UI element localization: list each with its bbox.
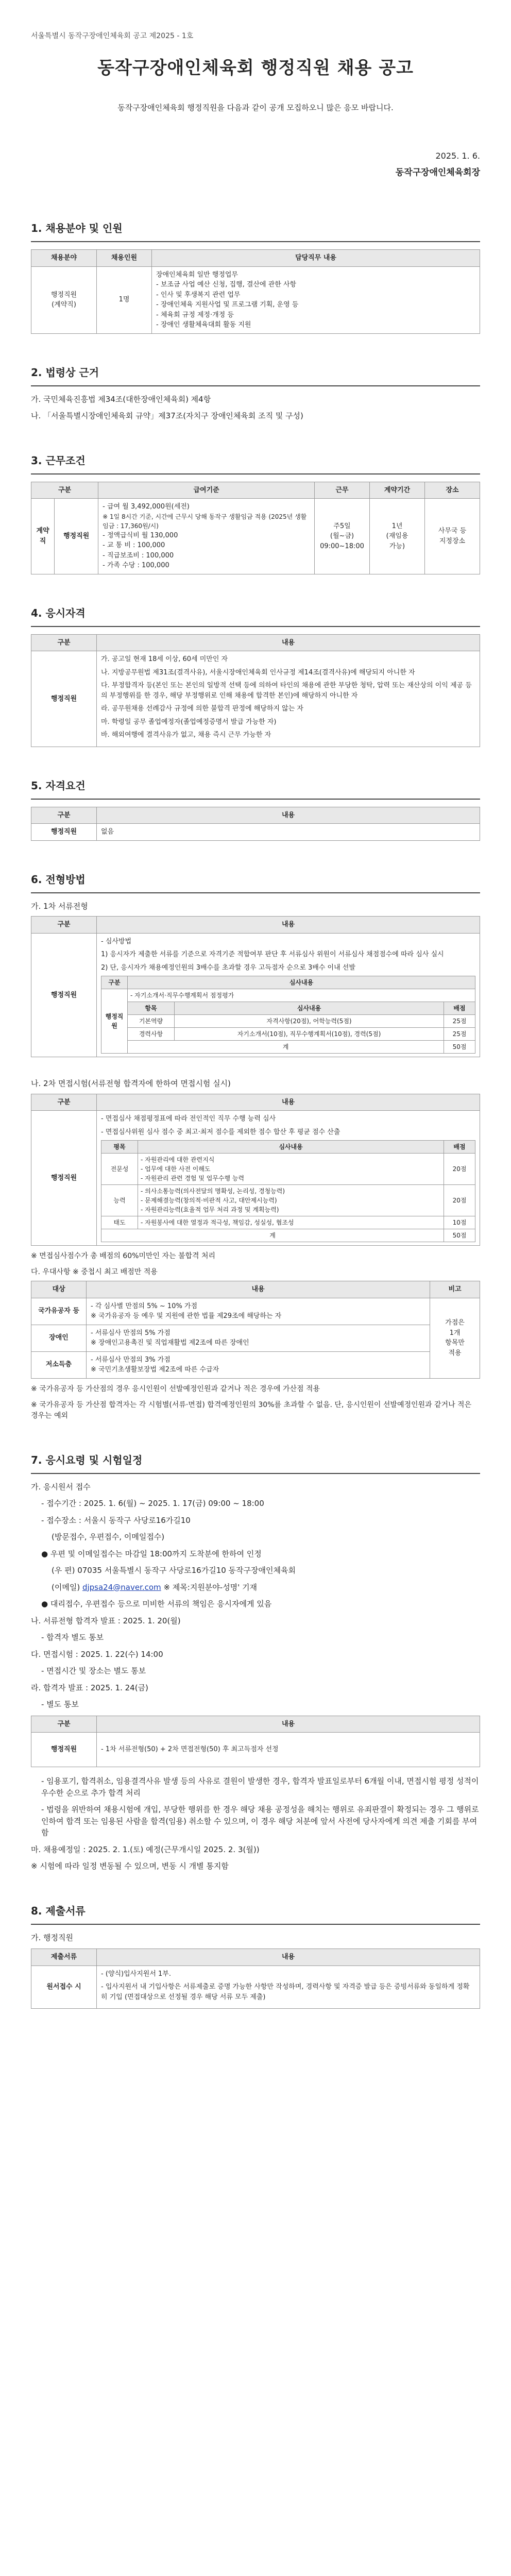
list-item: - 입사지원서 내 기입사항은 서류제출로 증명 가능한 사항만 작성하며, 경력사항 및 자격증 발급 등은 증빙서류와 동일하게 정확히 기입 (면접대상으로 선정될 경우 해당 서류 모두 제출) (101, 1983, 470, 2001)
list-item: 라. 공무원채용 선례감사 규정에 의한 불합격 판정에 해당하지 않는 자 (101, 705, 303, 713)
section-legal-basis (31, 365, 480, 422)
criteria-table (101, 976, 475, 1054)
divider (31, 241, 480, 242)
section-title: 5. 자격요건 (31, 779, 86, 792)
note: ※ 시험에 따라 일정 변동될 수 있으며, 변동 시 개별 통지함 (31, 1861, 229, 1871)
divider (31, 1473, 480, 1474)
list-item: 마. 학령일 공무 졸업예정자(졸업예정증명서 발급 가능한 자) (101, 718, 277, 726)
table-header: 급여기준 (98, 482, 315, 499)
table-cell: 전문성 (101, 1154, 138, 1185)
list-item: - 보조금 사업 예산 신청, 집행, 결산에 관한 사항 (156, 281, 297, 289)
table-cell: - 1차 서류전형(50) + 2차 면접전형(50) 후 최고득점자 선정 (97, 1733, 480, 1767)
table-header: 구분 (31, 1716, 97, 1733)
list-item: - 심사방법 (101, 937, 132, 945)
hours-cell: 주5일 (월~금) 09:00~18:00 (315, 499, 370, 574)
conditions-table (31, 482, 480, 574)
section-title: 4. 응시자격 (31, 606, 86, 619)
list-item: - 면접심사위원 심사 점수 중 최고·최저 점수를 제외한 점수 합산 후 평균 점수 산출 (101, 1128, 340, 1136)
table-cell: 가점은 1개 항목만 적용 (430, 1298, 480, 1378)
note: ※ 국가유공자 등 가산점의 경우 응시인원이 선발예정인원과 같거나 적은 경우에 가산점 적용 (31, 1384, 320, 1393)
subsection-title: 나. 서류전형 합격자 발표 : 2025. 1. 20(월) (31, 1616, 181, 1625)
list-item: ● 우편 및 이메일접수는 마감일 18:00까지 도착분에 한하여 인정 (41, 1549, 262, 1558)
period-cell: 1년 (재임용 가능) (370, 499, 425, 574)
list-item: (우 편) 07035 서울특별시 동작구 사당로16가길10 동작구장애인체육회 (52, 1566, 296, 1575)
table-header: 심사내용 (138, 1141, 444, 1154)
subsection-title: 가. 응시원서 접수 (31, 1482, 91, 1492)
table-header: 평목 (101, 1141, 138, 1154)
list-item: - 접수기간 : 2025. 1. 6(월) ~ 2025. 1. 17(금) 09:00 ~ 18:00 (41, 1499, 264, 1508)
list-item: - 직급보조비 : 100,000 (103, 551, 174, 560)
table-header: 내용 (97, 1094, 480, 1111)
table-cell: 50점 (444, 1041, 475, 1054)
field-cell: 행정직원 (계약직) (31, 266, 97, 333)
table-cell: - 서류심사 만점의 3% 가점 ※ 국민기초생활보장법 제2조에 따른 수급자 (87, 1351, 430, 1378)
section-title: 6. 전형방법 (31, 873, 86, 886)
row-label: 행정직원 (31, 824, 97, 841)
table-cell: 자기소개서(10점), 직무수행계획서(10점), 경력(5점) (175, 1028, 444, 1041)
note: ※ 면접심사점수가 총 배점의 60%미만인 자는 불합격 처리 (31, 1252, 216, 1260)
table-header: 장소 (425, 482, 480, 499)
list-item: - 가족 수당 : 100,000 (103, 562, 169, 569)
row-label: 행정직원 (101, 989, 128, 1054)
row-label: 행정직원 (31, 933, 97, 1057)
table-header: 근무 (315, 482, 370, 499)
section-recruitment (31, 221, 480, 334)
table-cell: - 의사소통능력(의사전달의 명확성, 논리성, 경청능력) - 문제해결능력(창의적·비판적 사고, 대안제시능력) - 자원관리능력(효율적 업무 처리 과정 및 계획능력) (138, 1185, 444, 1216)
table-header: 담당직무 내용 (152, 250, 480, 267)
list-item: ※ 1일 8시간 기준, 시간에 근무시 당해 동작구 생활임금 적용 (2025년 생활임금 : 17,360원/시) (103, 513, 307, 530)
row-label: 행정직원 (31, 651, 97, 747)
table-cell: 경력사항 (128, 1028, 175, 1041)
list-item: - 교 통 비 : 100,000 (103, 541, 165, 549)
table-header: 비고 (430, 1281, 480, 1298)
note: ※ 국가유공자 등 가산점 합격자는 각 시험별(서류·면접) 합격예정인원의 30%를 초과할 수 없음. 단, 응시인원이 선발예정인원과 같거나 적은 경우는 예외 (31, 1400, 472, 1420)
table-cell: - 각 심사별 만점의 5% ~ 10% 가점 ※ 국가유공자 등 예우 및 지원에 관한 법률 제29조에 해당하는 자 (87, 1298, 430, 1325)
list-item: - 장애인 생활체육대회 활동 지원 (156, 321, 251, 329)
duties-cell (152, 266, 480, 333)
list-item: - 정액급식비 월 130,000 (103, 531, 178, 539)
table-header: 구분 (31, 917, 97, 934)
email-suffix: ※ 제목:지원분야-성명' 기재 (163, 1582, 258, 1592)
section-selection (31, 872, 480, 1421)
list-item: 가. 국민체육진흥법 제34조(대한장애인체육회) 제4항 (31, 394, 211, 404)
table-header: 내용 (97, 634, 480, 651)
email-link[interactable]: djpsa24@naver.com (82, 1582, 161, 1592)
list-item: - (양식)입사지원서 1부. (101, 1970, 171, 1978)
row-label: 행정직원 (31, 1111, 97, 1246)
final-selection-table (31, 1716, 480, 1768)
list-item: - 인사 및 후생복지 관련 업무 (156, 291, 241, 299)
table-header: 계약기간 (370, 482, 425, 499)
table-cell: 기본역량 (128, 1015, 175, 1028)
organization-name: 동작구장애인체육회장 (395, 167, 480, 178)
subsection-title: 다. 우대사항 ※ 중첩시 최고 배점만 적용 (31, 1268, 158, 1276)
documents-table (31, 1948, 480, 2009)
interview-table (31, 1094, 480, 1246)
list-item: 다. 부정합격자 등(본인 또는 본인의 일방적 선택 등에 의하여 타인의 채용에 관한 부당한 청탁, 압력 또는 재산상의 이익 제공 등의 부정행위를 한 경우, 해당 부정행위로 인해 채용에 합격한 본인)에 해당하지 아니한 자 (101, 682, 472, 700)
section-eligibility (31, 605, 480, 747)
divider (31, 1924, 480, 1925)
notice-number: 서울특별시 동작구장애인체육회 공고 제2025 - 1호 (31, 32, 194, 40)
section-documents (31, 1903, 480, 2009)
section-title: 7. 응시요령 및 시험일정 (31, 1453, 143, 1466)
table-cell: 20점 (444, 1154, 475, 1185)
list-item: 장애인체육회 일반 행정업무 (156, 270, 238, 279)
table-cell: 국가유공자 등 (31, 1298, 87, 1325)
section-qualifications (31, 778, 480, 841)
table-header: 구분 (31, 482, 98, 499)
list-item: - 법령을 위반하여 채용시험에 개입, 부당한 행위를 한 경우 해당 채용 공정성을 해치는 행위로 유죄판결이 확정되는 경우 그 행위로 인하여 합격 또는 임용된 사람을 합격(임용) 취소할 수 있으며, 이 경우 해당 처분에 앞서 사전에 당사자에게 의견 제출 기회를 부여함 (41, 1805, 479, 1837)
table-cell: 태도 (101, 1216, 138, 1229)
divider (31, 473, 480, 474)
divider (31, 626, 480, 627)
eligibility-cell (97, 651, 480, 747)
place-cell: 사무국 등 지정장소 (425, 499, 480, 574)
subsection-title: 다. 면접시험 : 2025. 1. 22(수) 14:00 (31, 1649, 163, 1659)
table-cell: 계 (128, 1041, 444, 1054)
table-cell: 자격사항(20점), 어학능력(5점) (175, 1015, 444, 1028)
divider (31, 799, 480, 800)
table-header: 구분 (101, 976, 128, 989)
list-item: 바. 해외여행에 결격사유가 없고, 채용 즉시 근무 가능한 자 (101, 731, 271, 739)
list-item: 가. 공고일 현재 18세 이상, 60세 미만인 자 (101, 655, 228, 663)
list-item: - 임용포기, 합격취소, 임용결격사유 발생 등의 사유로 결원이 발생한 경우, 합격자 발표일로부터 6개월 이내, 면접시험 평정 성적이 우수한 순으로 추가 합격 처리 (41, 1776, 479, 1798)
interview-criteria-table (101, 1140, 475, 1242)
table-cell: 계 (101, 1229, 444, 1242)
table-cell: 25점 (444, 1028, 475, 1041)
section-application (31, 1452, 480, 1872)
subsection-title: 라. 합격자 발표 : 2025. 1. 24(금) (31, 1683, 148, 1692)
criteria-subtitle: - 자기소개서·직무수행계획서 점정평가 (128, 989, 475, 1002)
list-item: (방문접수, 우편접수, 이메일접수) (52, 1532, 165, 1541)
table-header: 구분 (31, 1094, 97, 1111)
pay-cell (98, 499, 315, 574)
qualifications-table (31, 807, 480, 841)
list-item: 1) 응시자가 제출한 서류를 기준으로 자격기준 적합여부 판단 후 서류심사 위원이 서류심사 채점점수에 따라 심사 실시 (101, 951, 444, 958)
row-label: 행정직원 (31, 1733, 97, 1767)
subsection-title: 가. 행정직원 (31, 1933, 73, 1942)
table-cell: 20점 (444, 1185, 475, 1216)
list-item: - 접수장소 : 서울시 동작구 사당로16가길10 (41, 1515, 191, 1525)
email-line (31, 1582, 480, 1594)
qualification-cell: 없음 (97, 824, 480, 841)
table-cell: - 서류심사 만점의 5% 가점 ※ 장애인고용촉진 및 직업재활법 제2조에 따른 장애인 (87, 1325, 430, 1351)
eligibility-table (31, 634, 480, 747)
list-item: - 면접심사 채점평정표에 따라 전인적인 직무 수행 능력 심사 (101, 1115, 276, 1123)
table-header: 채용분야 (31, 250, 97, 267)
section-working-conditions (31, 453, 480, 574)
email-prefix: (이메일) (52, 1582, 80, 1592)
table-header: 제출서류 (31, 1949, 97, 1966)
table-cell: 장애인 (31, 1325, 87, 1351)
list-item: - 합격자 별도 통보 (41, 1633, 104, 1642)
row-label: 원서접수 시 (31, 1965, 97, 2009)
list-item: 나. 「서울특별시장애인체육회 규약」제37조(자치구 장애인체육회 조직 및 구성) (31, 411, 303, 420)
interview-cell (97, 1111, 480, 1246)
table-header: 구분 (31, 634, 97, 651)
list-item: 나. 지방공무원법 제31조(결격사유), 서울시장애인체육회 인사규정 제14조(결격사유)에 해당되지 아니한 자 (101, 668, 415, 676)
count-cell: 1명 (97, 266, 152, 333)
document-page (31, 31, 480, 2040)
list-item: - 급여 월 3,492,000원(세전) (103, 503, 190, 511)
table-header: 내용 (97, 1949, 480, 1966)
table-cell: - 자원관리에 대한 관련지식 - 업무에 대한 사전 이해도 - 자원관리 관련 경험 및 업무수행 능력 (138, 1154, 444, 1185)
table-cell: 10점 (444, 1216, 475, 1229)
preference-table (31, 1281, 480, 1379)
table-header: 배점 (444, 1002, 475, 1015)
table-header: 항목 (128, 1002, 175, 1015)
table-header: 심사내용 (175, 1002, 444, 1015)
document-screening-table (31, 916, 480, 1057)
table-header: 내용 (97, 1716, 480, 1733)
table-cell: - 자원봉사에 대한 열정과 적극성, 책임감, 성실성, 협조성 (138, 1216, 444, 1229)
subsection-title: 마. 채용예정일 : 2025. 2. 1.(토) 예정(근무개시일 2025. 2. 3(월)) (31, 1844, 260, 1854)
list-item: - 체육회 규정 제정·개정 등 (156, 311, 234, 319)
section-title: 1. 채용분야 및 인원 (31, 222, 123, 234)
table-header: 내용 (87, 1281, 430, 1298)
table-header: 채용인원 (97, 250, 152, 267)
subsection-title: 나. 2차 면접시험(서류전형 합격자에 한하여 면접시험 실시) (31, 1079, 231, 1088)
job-cell: 행정직원 (55, 499, 98, 574)
section-title: 8. 제출서류 (31, 1904, 86, 1917)
list-item: - 별도 통보 (41, 1700, 79, 1709)
section-title: 3. 근무조건 (31, 454, 86, 467)
table-header: 내용 (97, 807, 480, 824)
screening-cell (97, 933, 480, 1057)
table-header: 내용 (97, 917, 480, 934)
page-title: 동작구장애인체육회 행정직원 채용 공고 (97, 58, 414, 78)
table-cell: 저소득층 (31, 1351, 87, 1378)
row-label: 계약직 (31, 499, 55, 574)
announcement-date: 2025. 1. 6. (435, 150, 480, 161)
recruitment-table (31, 249, 480, 334)
table-header: 배점 (444, 1141, 475, 1154)
table-header: 심사내용 (128, 976, 475, 989)
table-header: 구분 (31, 807, 97, 824)
table-cell: 능력 (101, 1185, 138, 1216)
documents-cell (97, 1965, 480, 2009)
subsection-title: 가. 1차 서류전형 (31, 901, 88, 911)
section-title: 2. 법령상 근거 (31, 366, 99, 379)
intro-text: 동작구장애인체육회 행정직원을 다음과 같이 공개 모집하오니 많은 응모 바랍니다. (117, 103, 394, 112)
list-item: 2) 단, 응시자가 채용예정인원의 3배수를 초과할 경우 고득점자 순으로 3배수 이내 선발 (101, 963, 355, 972)
list-item: ● 대리접수, 우편접수 등으로 미비한 서류의 책임은 응시자에게 있음 (41, 1599, 272, 1608)
table-cell: 25점 (444, 1015, 475, 1028)
divider (31, 892, 480, 893)
table-cell: 50점 (444, 1229, 475, 1242)
table-header: 대상 (31, 1281, 87, 1298)
divider (31, 385, 480, 386)
list-item: - 장애인체육 지원사업 및 프로그램 기획, 운영 등 (156, 301, 299, 309)
list-item: - 면접시간 및 장소는 별도 통보 (41, 1666, 146, 1675)
